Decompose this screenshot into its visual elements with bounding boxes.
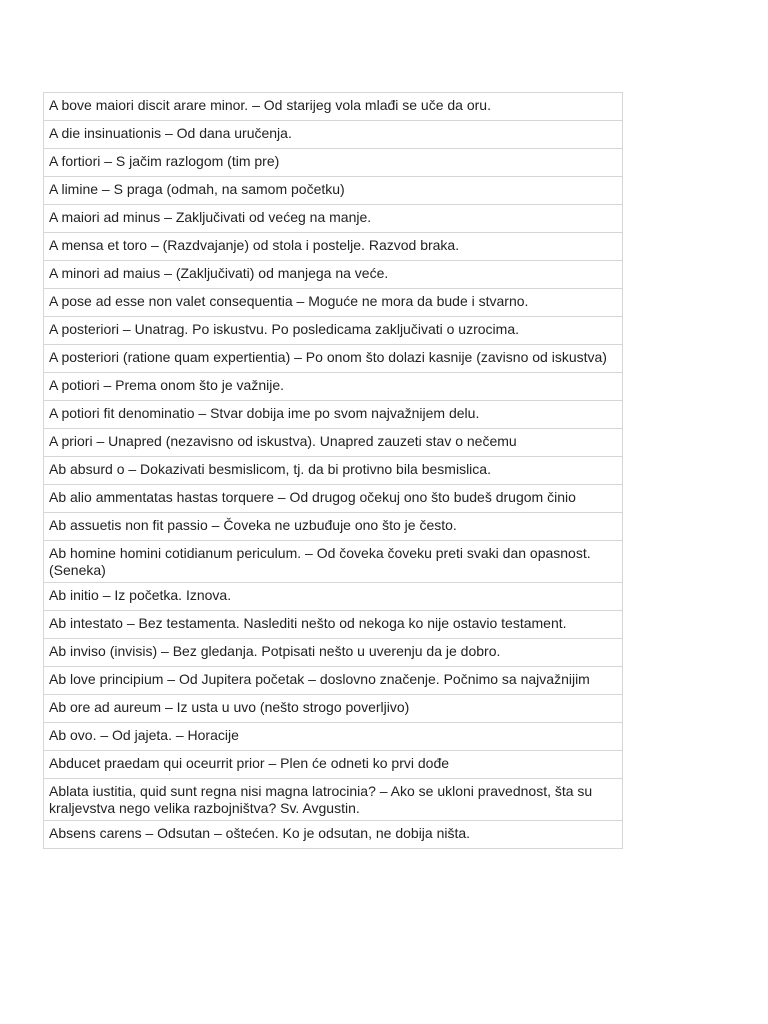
table-row — [44, 779, 623, 821]
table-row — [44, 429, 623, 457]
table-row — [44, 149, 623, 177]
table-row — [44, 723, 623, 751]
table-row — [44, 261, 623, 289]
table-row — [44, 611, 623, 639]
table-cell: Ab ovo. – Od jajeta. – Horacije — [44, 723, 623, 751]
table-cell: A posteriori – Unatrag. Po iskustvu. Po posledicama zaključivati o uzrocima. — [44, 317, 623, 345]
table-row — [44, 289, 623, 317]
table-cell: A potiori – Prema onom što je važnije. — [44, 373, 623, 401]
table-row — [44, 821, 623, 849]
table-row — [44, 373, 623, 401]
table-row — [44, 541, 623, 583]
table-cell: A mensa et toro – (Razdvajanje) od stola i postelje. Razvod braka. — [44, 233, 623, 261]
table-cell: A bove maiori discit arare minor. – Od starijeg vola mlađi se uče da oru. — [44, 93, 623, 121]
table-row — [44, 583, 623, 611]
table-cell: A posteriori (ratione quam expertientia) – Po onom što dolazi kasnije (zavisno od iskustva) — [44, 345, 623, 373]
table-row — [44, 345, 623, 373]
table-row — [44, 401, 623, 429]
table-cell: Ab absurd o – Dokazivati besmislicom, tj. da bi protivno bila besmislica. — [44, 457, 623, 485]
table-cell: Ab alio ammentatas hastas torquere – Od drugog očekuj ono što budeš drugom činio — [44, 485, 623, 513]
table-cell: Ab homine homini cotidianum periculum. – Od čoveka čoveku preti svaki dan opasnost. (Seneka) — [44, 541, 623, 583]
table-row — [44, 93, 623, 121]
table-cell: A die insinuationis – Od dana uručenja. — [44, 121, 623, 149]
table-row — [44, 513, 623, 541]
table-cell: Absens carens – Odsutan – oštećen. Ko je odsutan, ne dobija ništa. — [44, 821, 623, 849]
table-cell: Ab love principium – Od Jupitera početak – doslovno značenje. Počnimo sa najvažnijim — [44, 667, 623, 695]
table-cell: Ab initio – Iz početka. Iznova. — [44, 583, 623, 611]
table-cell: Ablata iustitia, quid sunt regna nisi magna latrocinia? – Ako se ukloni pravednost, šta su kraljevstva nego velika razbojništva? Sv. Avgustin. — [44, 779, 623, 821]
table-row — [44, 667, 623, 695]
table-row — [44, 121, 623, 149]
table-cell: A minori ad maius – (Zaključivati) od manjega na veće. — [44, 261, 623, 289]
table-cell: Ab intestato – Bez testamenta. Naslediti nešto od nekoga ko nije ostavio testament. — [44, 611, 623, 639]
table-row — [44, 639, 623, 667]
table-cell: A fortiori – S jačim razlogom (tim pre) — [44, 149, 623, 177]
table-cell: A potiori fit denominatio – Stvar dobija ime po svom najvažnijem delu. — [44, 401, 623, 429]
table-row — [44, 205, 623, 233]
table-cell: A limine – S praga (odmah, na samom početku) — [44, 177, 623, 205]
table-row — [44, 233, 623, 261]
table-cell: Abducet praedam qui oceurrit prior – Plen će odneti ko prvi dođe — [44, 751, 623, 779]
table-cell: Ab assuetis non fit passio – Čoveka ne uzbuđuje ono što je često. — [44, 513, 623, 541]
table-cell: Ab ore ad aureum – Iz usta u uvo (nešto strogo poverljivo) — [44, 695, 623, 723]
table-cell: A priori – Unapred (nezavisno od iskustva). Unapred zauzeti stav o nečemu — [44, 429, 623, 457]
table-cell: A pose ad esse non valet consequentia – Moguće ne mora da bude i stvarno. — [44, 289, 623, 317]
table-row — [44, 485, 623, 513]
table-cell: Ab inviso (invisis) – Bez gledanja. Potpisati nešto u uverenju da je dobro. — [44, 639, 623, 667]
table-row — [44, 751, 623, 779]
table-row — [44, 457, 623, 485]
table-row — [44, 177, 623, 205]
latin-phrases-table — [43, 92, 623, 849]
table-row — [44, 695, 623, 723]
table-row — [44, 317, 623, 345]
table-cell: A maiori ad minus – Zaključivati od većeg na manje. — [44, 205, 623, 233]
